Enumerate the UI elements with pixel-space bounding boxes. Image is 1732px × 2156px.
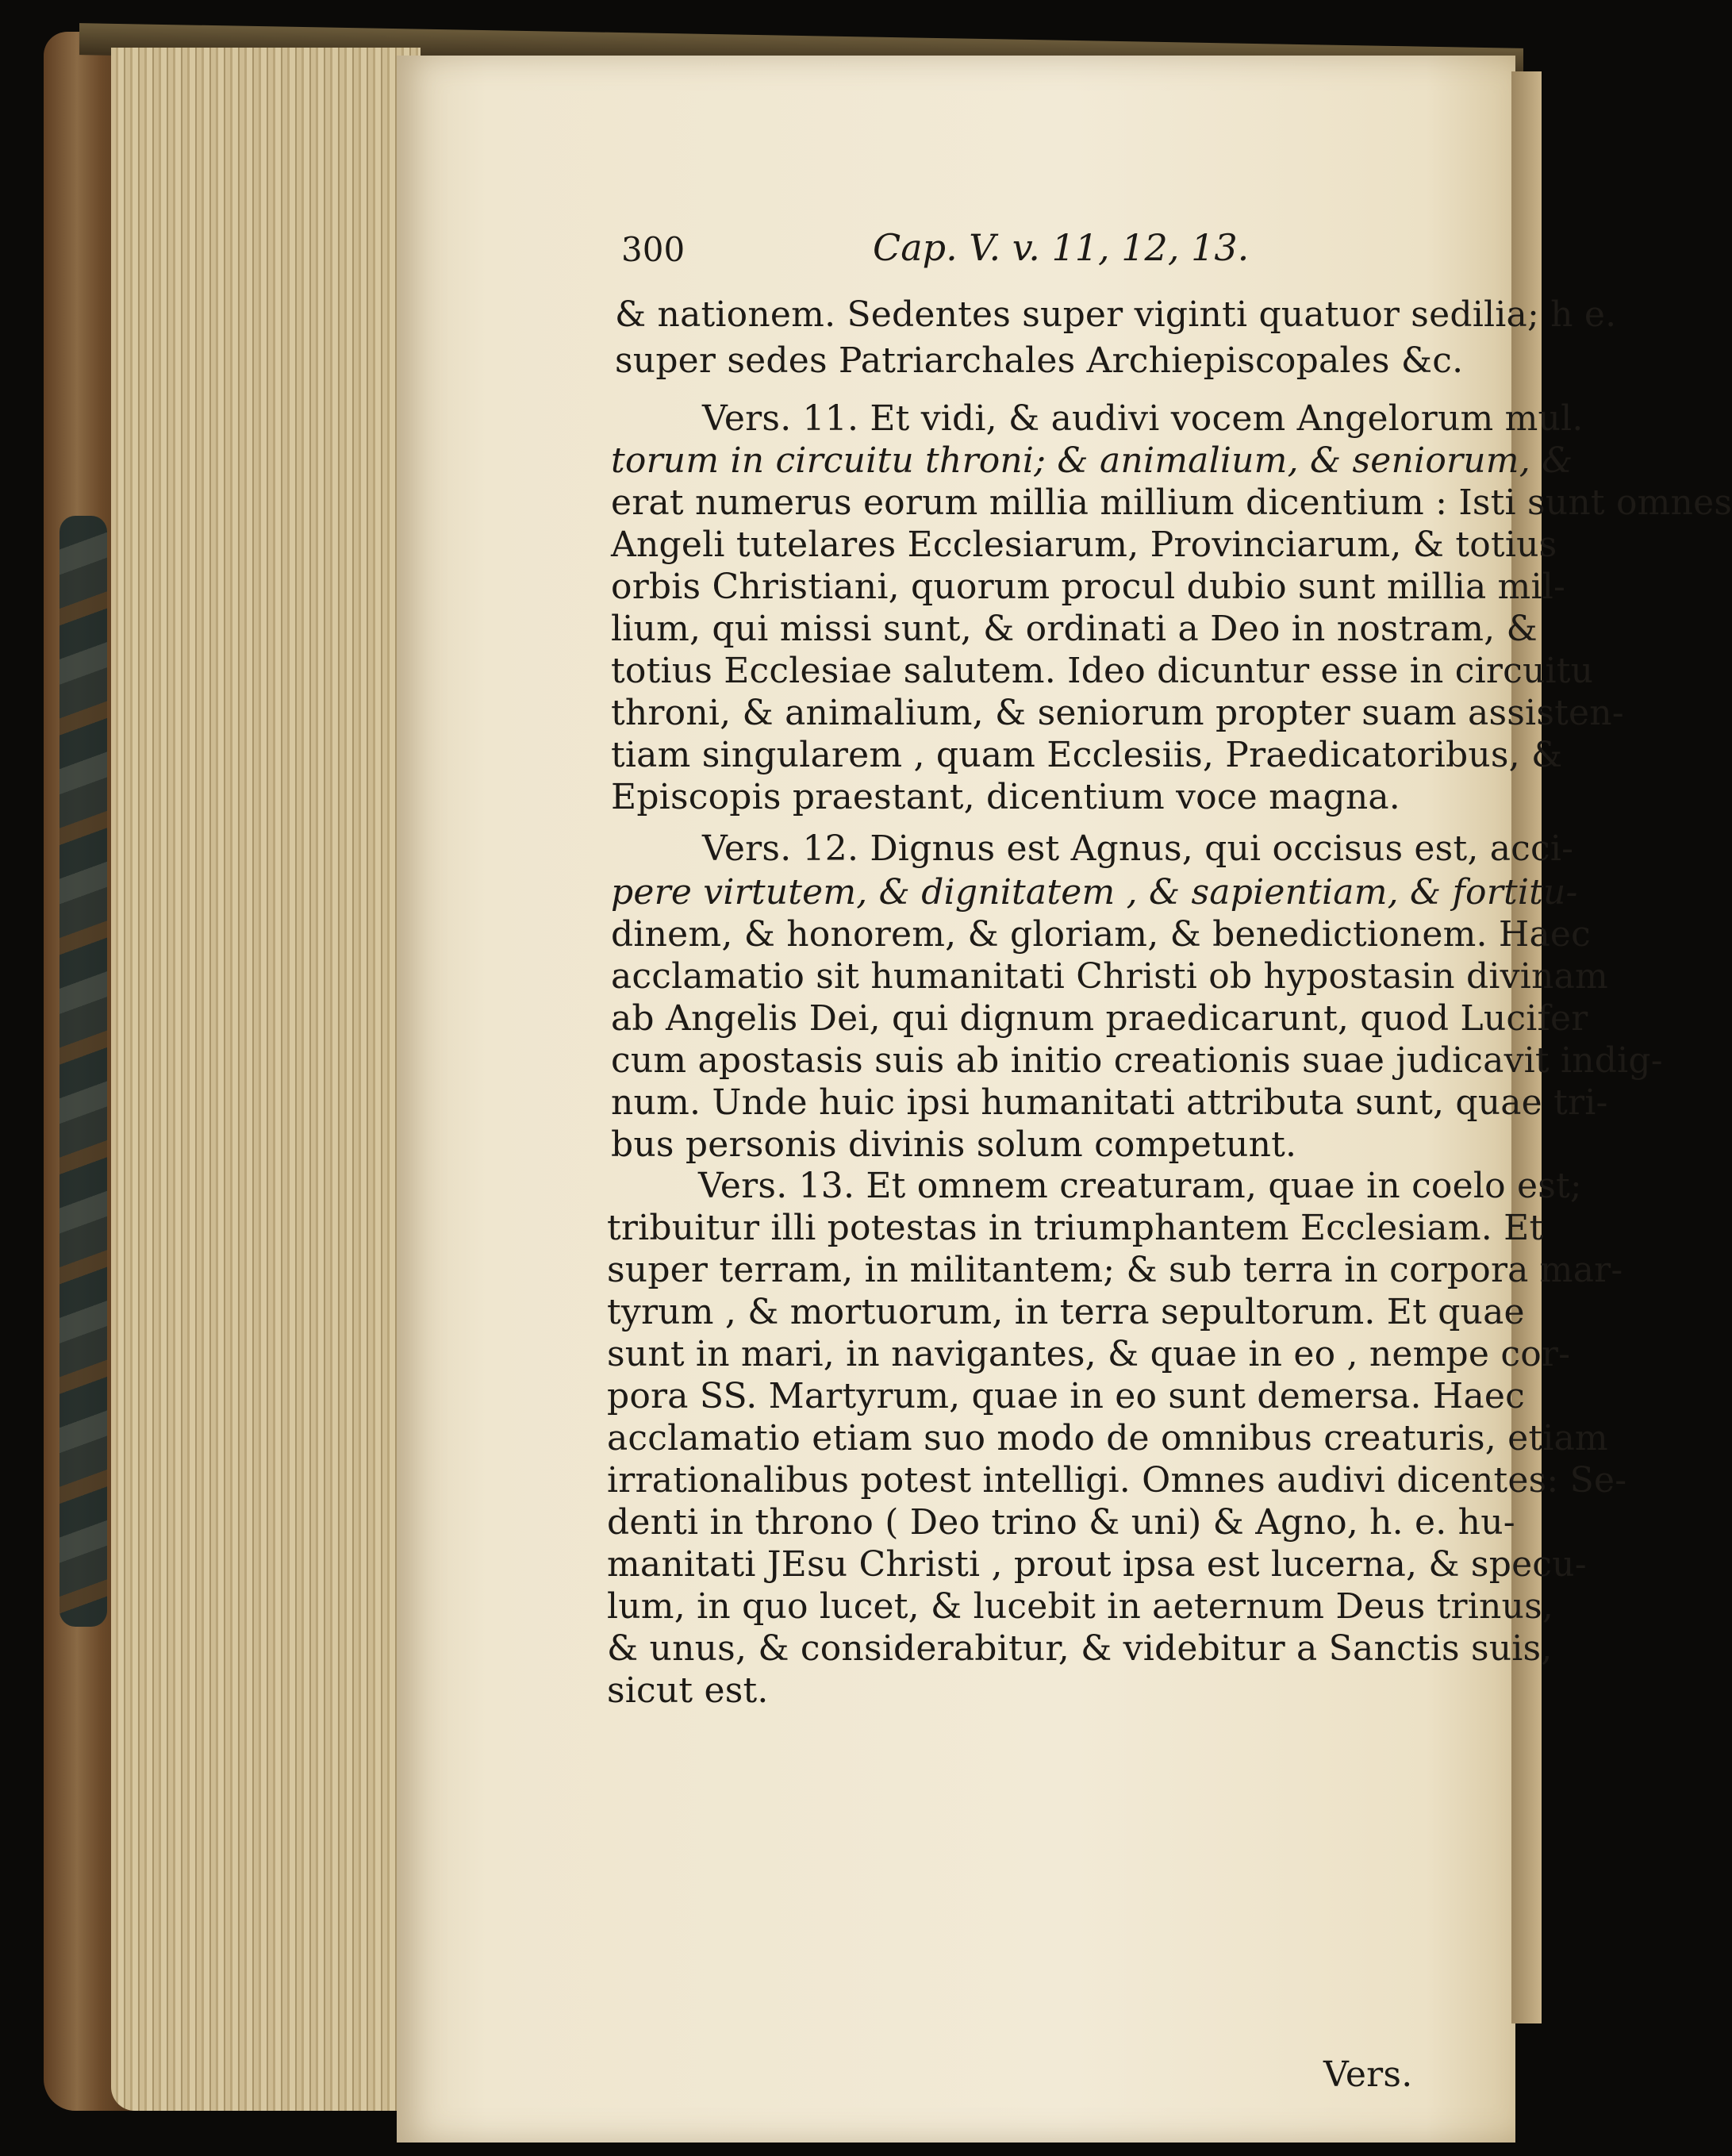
text-line: tyrum , & mortuorum, in terra sepultorum. Et quae (607, 1292, 1525, 1332)
text-line: num. Unde huic ipsi humanitati attributa sunt, quae tri- (611, 1082, 1608, 1123)
text-line: acclamatio etiam suo modo de omnibus creaturis, etiam (607, 1418, 1608, 1458)
text-line: manitati JEsu Christi , prout ipsa est lucerna, & specu- (607, 1544, 1587, 1585)
text-line: Vers. 11. Et vidi, & audivi vocem Angelorum mul. (702, 398, 1584, 439)
text-line: Vers. 12. Dignus est Agnus, qui occisus est, acci- (702, 828, 1574, 869)
text-line: denti in throno ( Deo trino & uni) & Agno, h. e. hu- (607, 1502, 1515, 1543)
text-line: irrationalibus potest intelligi. Omnes audivi dicentes: Se- (607, 1460, 1627, 1501)
text-line: erat numerus eorum millia millium dicentium : Isti sunt omnes (611, 482, 1732, 523)
text-line: torum in circuitu throni; & animalium, & seniorum, & (611, 440, 1573, 481)
text-line: pora SS. Martyrum, quae in eo sunt demersa. Haec (607, 1376, 1526, 1416)
text-line: throni, & animalium, & seniorum propter suam assisten- (611, 693, 1624, 733)
catchword: Vers. (1323, 2054, 1413, 2095)
text-line: super terram, in militantem; & sub terra in corpora mar- (607, 1250, 1623, 1290)
text-line: pere virtutem, & dignitatem , & sapientiam, & fortitu- (611, 872, 1578, 913)
text-line: tribuitur illi potestas in triumphantem Ecclesiam. Et (607, 1208, 1544, 1248)
text-line: tiam singularem , quam Ecclesiis, Praedicatoribus, & (611, 735, 1563, 775)
text-line: sunt in mari, in navigantes, & quae in eo , nempe cor- (607, 1334, 1571, 1374)
text-line: & unus, & considerabitur, & videbitur a Sanctis suis, (607, 1628, 1553, 1669)
text-line: lium, qui missi sunt, & ordinati a Deo in nostram, & (611, 609, 1538, 649)
text-line: acclamatio sit humanitati Christi ob hypostasin divinam (611, 956, 1608, 997)
text-line: Episcopis praestant, dicentium voce magna. (611, 777, 1400, 817)
text-line: Angeli tutelares Ecclesiarum, Provinciarum, & totius (611, 525, 1557, 565)
text-line: Vers. 13. Et omnem creaturam, quae in coelo est; (698, 1166, 1582, 1206)
text-line: & nationem. Sedentes super viginti quatuor sedilia; h e. (615, 294, 1617, 335)
text-line: super sedes Patriarchales Archiepiscopales &c. (615, 340, 1464, 381)
text-line: ab Angelis Dei, qui dignum praedicarunt, quod Lucifer (611, 998, 1588, 1039)
text-line: dinem, & honorem, & gloriam, & benedictionem. Haec (611, 914, 1592, 955)
text-line: lum, in quo lucet, & lucebit in aeternum Deus trinus, (607, 1586, 1554, 1627)
page-number: 300 (621, 230, 686, 269)
text-line: totius Ecclesiae salutem. Ideo dicuntur esse in circuitu (611, 651, 1594, 691)
text-line: cum apostasis suis ab initio creationis suae judicavit indig- (611, 1040, 1663, 1081)
running-title: Cap. V. v. 11, 12, 13. (873, 226, 1250, 269)
text-line: bus personis divinis solum competunt. (611, 1124, 1297, 1165)
text-line: orbis Christiani, quorum procul dubio sunt millia mil- (611, 567, 1566, 607)
text-line: sicut est. (607, 1670, 769, 1711)
